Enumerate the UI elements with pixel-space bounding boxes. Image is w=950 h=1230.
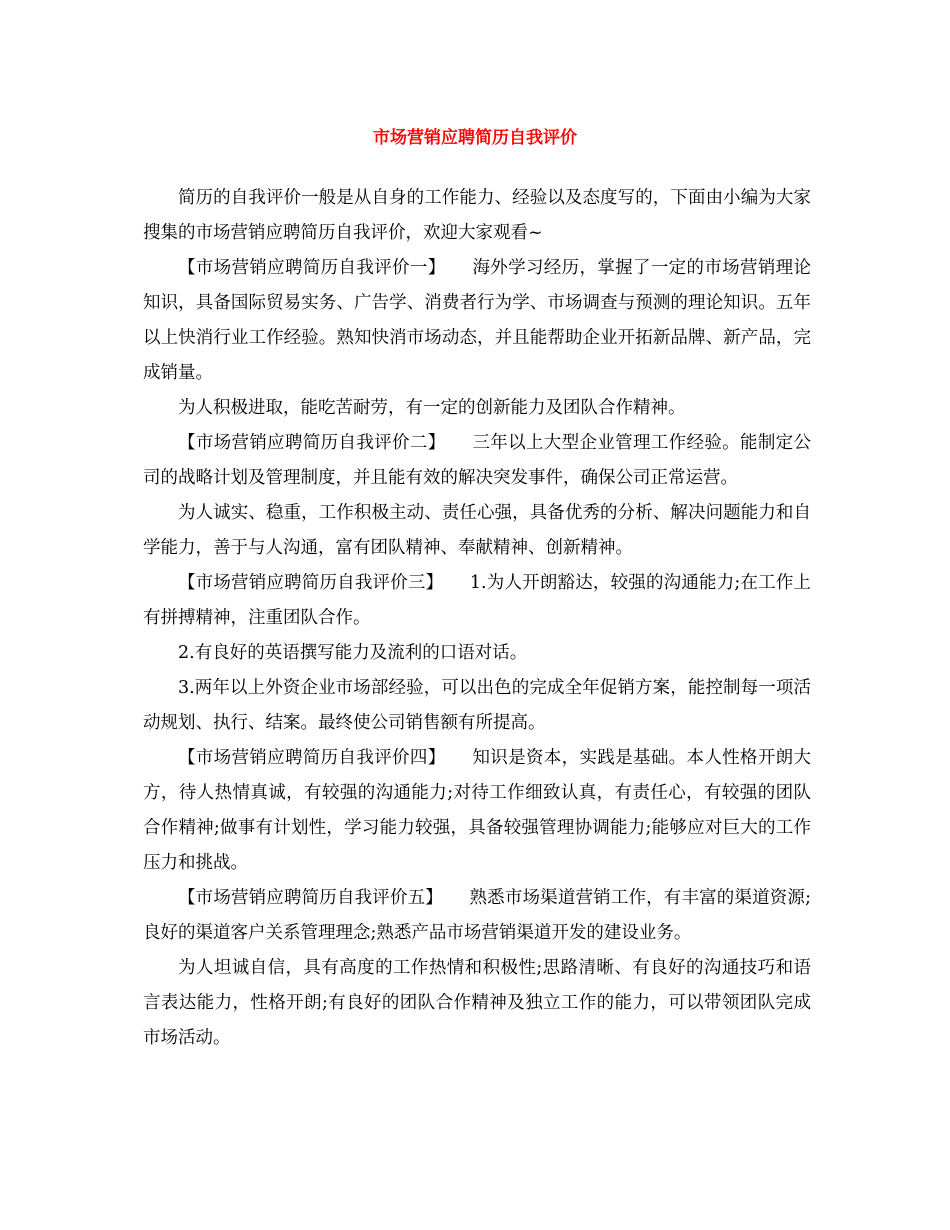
document-title: 市场营销应聘简历自我评价 — [373, 128, 577, 148]
paragraph-text: 知识是资本，实践是基础。本人性格开朗大方，待人热情真诚，有较强的沟通能力;对待工作细致认真，有责任心，有较强的团队合作精神;做事有计划性，学习能力较强，具备较强管理协调能力;能够应对巨大的工作压力和挑战。 — [143, 748, 812, 873]
paragraph — [143, 251, 811, 391]
paragraph-text: 3.两年以上外资企业市场部经验，可以出色的完成全年促销方案，能控制每一项活动规划、执行、结案。最终使公司销售额有所提高。 — [143, 678, 811, 733]
paragraph-text: 2.有良好的英语撰写能力及流利的口语对话。 — [178, 643, 528, 663]
heading-gap — [437, 258, 473, 278]
paragraph — [143, 951, 811, 1056]
section-heading: 【市场营销应聘简历自我评价三】 — [178, 573, 435, 593]
paragraph — [143, 636, 811, 671]
paragraph-text: 1.为人开朗豁达，较强的沟通能力;在工作上有拼搏精神，注重团队合作。 — [143, 573, 812, 628]
paragraph-text: 简历的自我评价一般是从自身的工作能力、经验以及态度写的，下面由小编为大家搜集的市场营销应聘简历自我评价，欢迎大家观看~ — [143, 188, 811, 243]
heading-gap — [434, 888, 469, 908]
paragraph-text: 海外学习经历，掌握了一定的市场营销理论知识，具备国际贸易实务、广告学、消费者行为学、市场调查与预测的理论知识。五年以上快消行业工作经验。熟知快消市场动态，并且能帮助企业开拓新品牌、新产品，完成销量。 — [143, 258, 812, 383]
paragraph — [143, 426, 811, 496]
paragraph — [143, 391, 811, 426]
paragraph-text: 为人积极进取，能吃苦耐劳，有一定的创新能力及团队合作精神。 — [178, 398, 686, 418]
paragraph — [143, 671, 811, 741]
paragraph — [143, 496, 811, 566]
section-heading: 【市场营销应聘简历自我评价四】 — [178, 748, 437, 768]
heading-gap — [437, 433, 473, 453]
section-heading: 【市场营销应聘简历自我评价二】 — [178, 433, 437, 453]
paragraph — [143, 181, 811, 251]
section-heading: 【市场营销应聘简历自我评价五】 — [178, 888, 435, 908]
paragraph — [143, 566, 811, 636]
paragraph-text: 为人诚实、稳重，工作积极主动、责任心强，具备优秀的分析、解决问题能力和自学能力，善于与人沟通，富有团队精神、奉献精神、创新精神。 — [143, 503, 811, 558]
paragraph-text: 为人坦诚自信，具有高度的工作热情和积极性;思路清晰、有良好的沟通技巧和语言表达能力，性格开朗;有良好的团队合作精神及独立工作的能力，可以带领团队完成市场活动。 — [143, 958, 811, 1048]
heading-gap — [435, 573, 470, 593]
section-heading: 【市场营销应聘简历自我评价一】 — [178, 258, 437, 278]
paragraph-text: 三年以上大型企业管理工作经验。能制定公司的战略计划及管理制度，并且能有效的解决突发事件，确保公司正常运营。 — [143, 433, 812, 488]
paragraph — [143, 741, 811, 881]
paragraph-text: 熟悉市场渠道营销工作，有丰富的渠道资源;良好的渠道客户关系管理理念;熟悉产品市场营销渠道开发的建设业务。 — [143, 888, 811, 943]
paragraph — [143, 881, 811, 951]
document-body — [143, 181, 811, 1056]
heading-gap — [437, 748, 473, 768]
